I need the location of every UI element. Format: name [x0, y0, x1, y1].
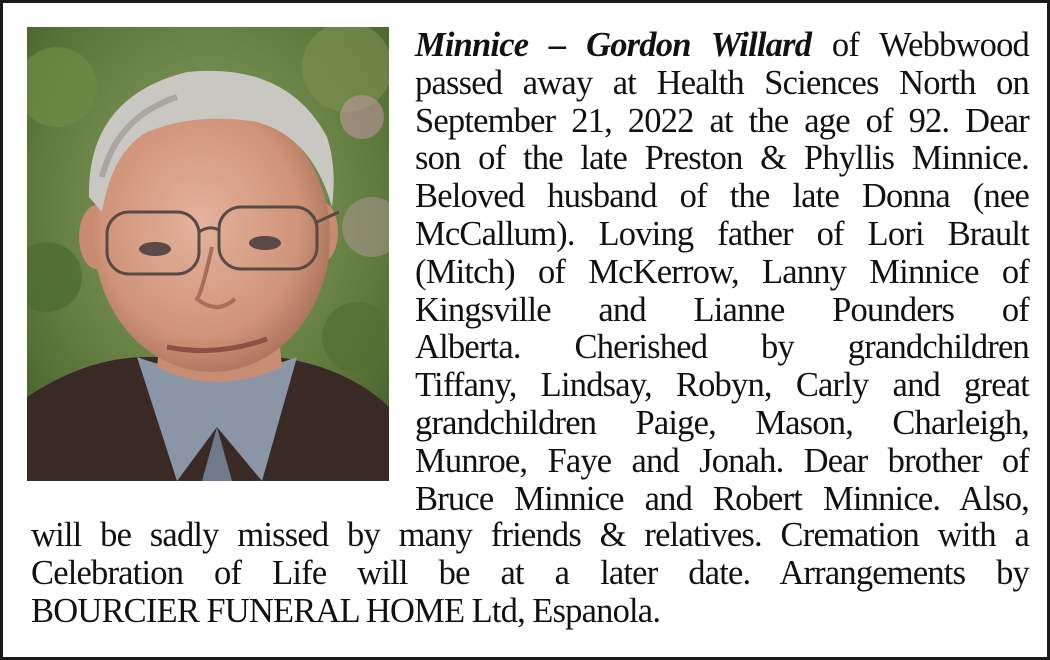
obituary-line: Bruce Minnice and Robert Minnice. Also, — [415, 479, 1029, 518]
obituary-line: Munroe, Faye and Jonah. Dear brother of — [415, 441, 1029, 480]
obituary-line: McCallum). Loving father of Lori Brault — [415, 214, 1029, 253]
obituary-line: passed away at Health Sciences North on — [415, 63, 1029, 102]
portrait-image — [27, 27, 389, 481]
obituary-text-beside-photo — [415, 27, 1029, 518]
obituary-line-1 — [415, 27, 1029, 65]
obituary-line-last: BOURCIER FUNERAL HOME Ltd, Espanola. — [31, 591, 661, 630]
text-segment: of Webbwood — [811, 26, 1029, 64]
portrait-photo — [27, 27, 389, 481]
obituary-line: Alberta. Cherished by grandchildren — [415, 328, 1029, 367]
deceased-name: Minnice – Gordon Willard — [415, 26, 812, 64]
obituary-text-full-width — [31, 517, 1029, 630]
obituary-line: grandchildren Paige, Mason, Charleigh, — [415, 403, 1029, 442]
obituary-line: Celebration of Life will be at a later date. Arrangements by — [31, 553, 1029, 592]
obituary-line: Kingsville and Lianne Pounders of — [415, 290, 1029, 329]
obituary-line: Beloved husband of the late Donna (nee — [415, 177, 1029, 216]
obituary-line: will be sadly missed by many friends & relatives. Cremation with a — [31, 516, 1029, 554]
obituary-line: (Mitch) of McKerrow, Lanny Minnice of — [415, 252, 1029, 291]
obituary-line: son of the late Preston & Phyllis Minnice. — [415, 139, 1029, 178]
obituary-line: Tiffany, Lindsay, Robyn, Carly and great — [415, 366, 1029, 405]
obituary-line: September 21, 2022 at the age of 92. Dear — [415, 101, 1029, 140]
